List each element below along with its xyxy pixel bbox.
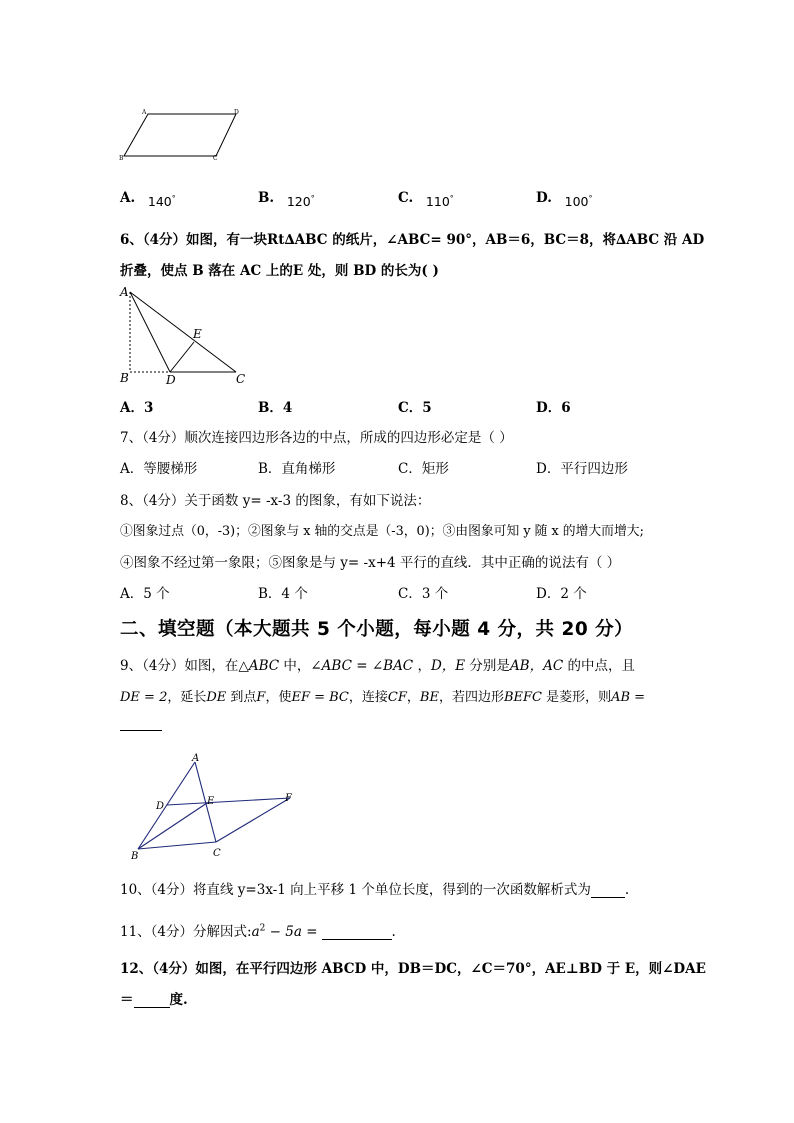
prev-option-d[interactable]: D. 100° bbox=[536, 190, 593, 210]
q7-option-c[interactable]: C．矩形 bbox=[398, 461, 449, 477]
q10-answer-blank[interactable] bbox=[591, 897, 625, 898]
q7-option-b[interactable]: B．直角梯形 bbox=[258, 461, 336, 477]
q9-label-E: E bbox=[207, 796, 215, 807]
q9-line2: DE = 2，延长DE 到点F，使EF = BC，连接CF，BE，若四边形BEFC 是菱形，则AB = bbox=[120, 690, 646, 705]
q6-triangle-figure bbox=[118, 284, 258, 388]
q6-line1: 6、（4分）如图，有一块Rt∆ABC 的纸片，∠ABC= 90°，AB＝6，BC＝8，将∆ABC 沿 AD bbox=[120, 232, 705, 248]
q9-label-D: D bbox=[156, 801, 165, 812]
q12-line1: 12、（4分）如图，在平行四边形 ABCD 中，DB＝DC，∠C＝70°，AE⊥BD 于 E，则∠DAE bbox=[120, 961, 706, 977]
q6-label-B: B bbox=[120, 371, 129, 385]
q9-label-B: B bbox=[131, 851, 139, 862]
q7-line1: 7、（4分）顺次连接四边形各边的中点，所成的四边形必定是（ ） bbox=[120, 430, 513, 446]
fig-label-B: B bbox=[119, 155, 124, 162]
q9-answer-blank[interactable] bbox=[120, 730, 162, 731]
q8-option-b[interactable]: B．4 个 bbox=[258, 586, 308, 602]
parallelogram-figure bbox=[118, 108, 248, 164]
q8-line1: 8、（4分）关于函数 y= -x-3 的图象，有如下说法： bbox=[120, 493, 431, 509]
fig-label-A: A bbox=[142, 109, 147, 116]
q8-option-c[interactable]: C．3 个 bbox=[398, 586, 449, 602]
fig-label-C: C bbox=[213, 155, 218, 162]
q6-line2: 折叠，使点 B 落在 AC 上的E 处，则 BD 的长为( ) bbox=[120, 263, 439, 279]
q6-option-a[interactable]: A．3 bbox=[120, 400, 154, 416]
q9-label-C: C bbox=[213, 848, 221, 859]
prev-option-c[interactable]: C. 110° bbox=[398, 190, 454, 210]
prev-option-b[interactable]: B. 120° bbox=[258, 190, 315, 210]
q8-line2: ①图象过点（0，-3)；②图象与 x 轴的交点是（-3，0)；③由图象可知 y 随 x 的增大而增大; bbox=[120, 524, 644, 539]
q6-option-c[interactable]: C．5 bbox=[398, 400, 432, 416]
prev-option-a[interactable]: A. 140° bbox=[120, 190, 176, 210]
q12-line2: ＝ 度. bbox=[120, 992, 188, 1008]
q10-line: 10、（4分）将直线 y=3x-1 向上平移 1 个单位长度，得到的一次函数解析式为 . bbox=[120, 882, 630, 898]
q6-label-E: E bbox=[193, 327, 202, 341]
q8-option-a[interactable]: A．5 个 bbox=[120, 586, 170, 602]
q12-answer-blank[interactable] bbox=[134, 1007, 170, 1008]
fig-label-D: D bbox=[234, 109, 239, 116]
q9-label-F: F bbox=[285, 793, 292, 804]
q6-option-b[interactable]: B．4 bbox=[258, 400, 293, 416]
q9-line1: 9、（4分）如图，在△ABC 中，∠ABC = ∠BAC ，D，E 分别是AB，AC 的中点，且 bbox=[120, 658, 635, 674]
q7-option-a[interactable]: A．等腰梯形 bbox=[120, 461, 198, 477]
q7-option-d[interactable]: D．平行四边形 bbox=[536, 461, 628, 477]
q9-label-A: A bbox=[192, 753, 200, 764]
q6-label-A: A bbox=[120, 285, 129, 299]
section-2-heading: 二、填空题（本大题共 5 个小题，每小题 4 分，共 20 分） bbox=[120, 619, 634, 640]
q6-label-D: D bbox=[166, 373, 176, 387]
q8-line3: ④图象不经过第一象限；⑤图象是与 y= -x+4 平行的直线．其中正确的说法有（ ） bbox=[120, 555, 621, 571]
q11-line: 11、（4分）分解因式$:a^2 - 5a$ = . bbox=[120, 923, 396, 940]
q11-answer-blank[interactable] bbox=[322, 939, 392, 940]
q9-rhombus-figure bbox=[128, 752, 303, 864]
q6-label-C: C bbox=[236, 372, 246, 386]
q8-option-d[interactable]: D．2 个 bbox=[536, 586, 587, 602]
q6-option-d[interactable]: D．6 bbox=[536, 400, 571, 416]
